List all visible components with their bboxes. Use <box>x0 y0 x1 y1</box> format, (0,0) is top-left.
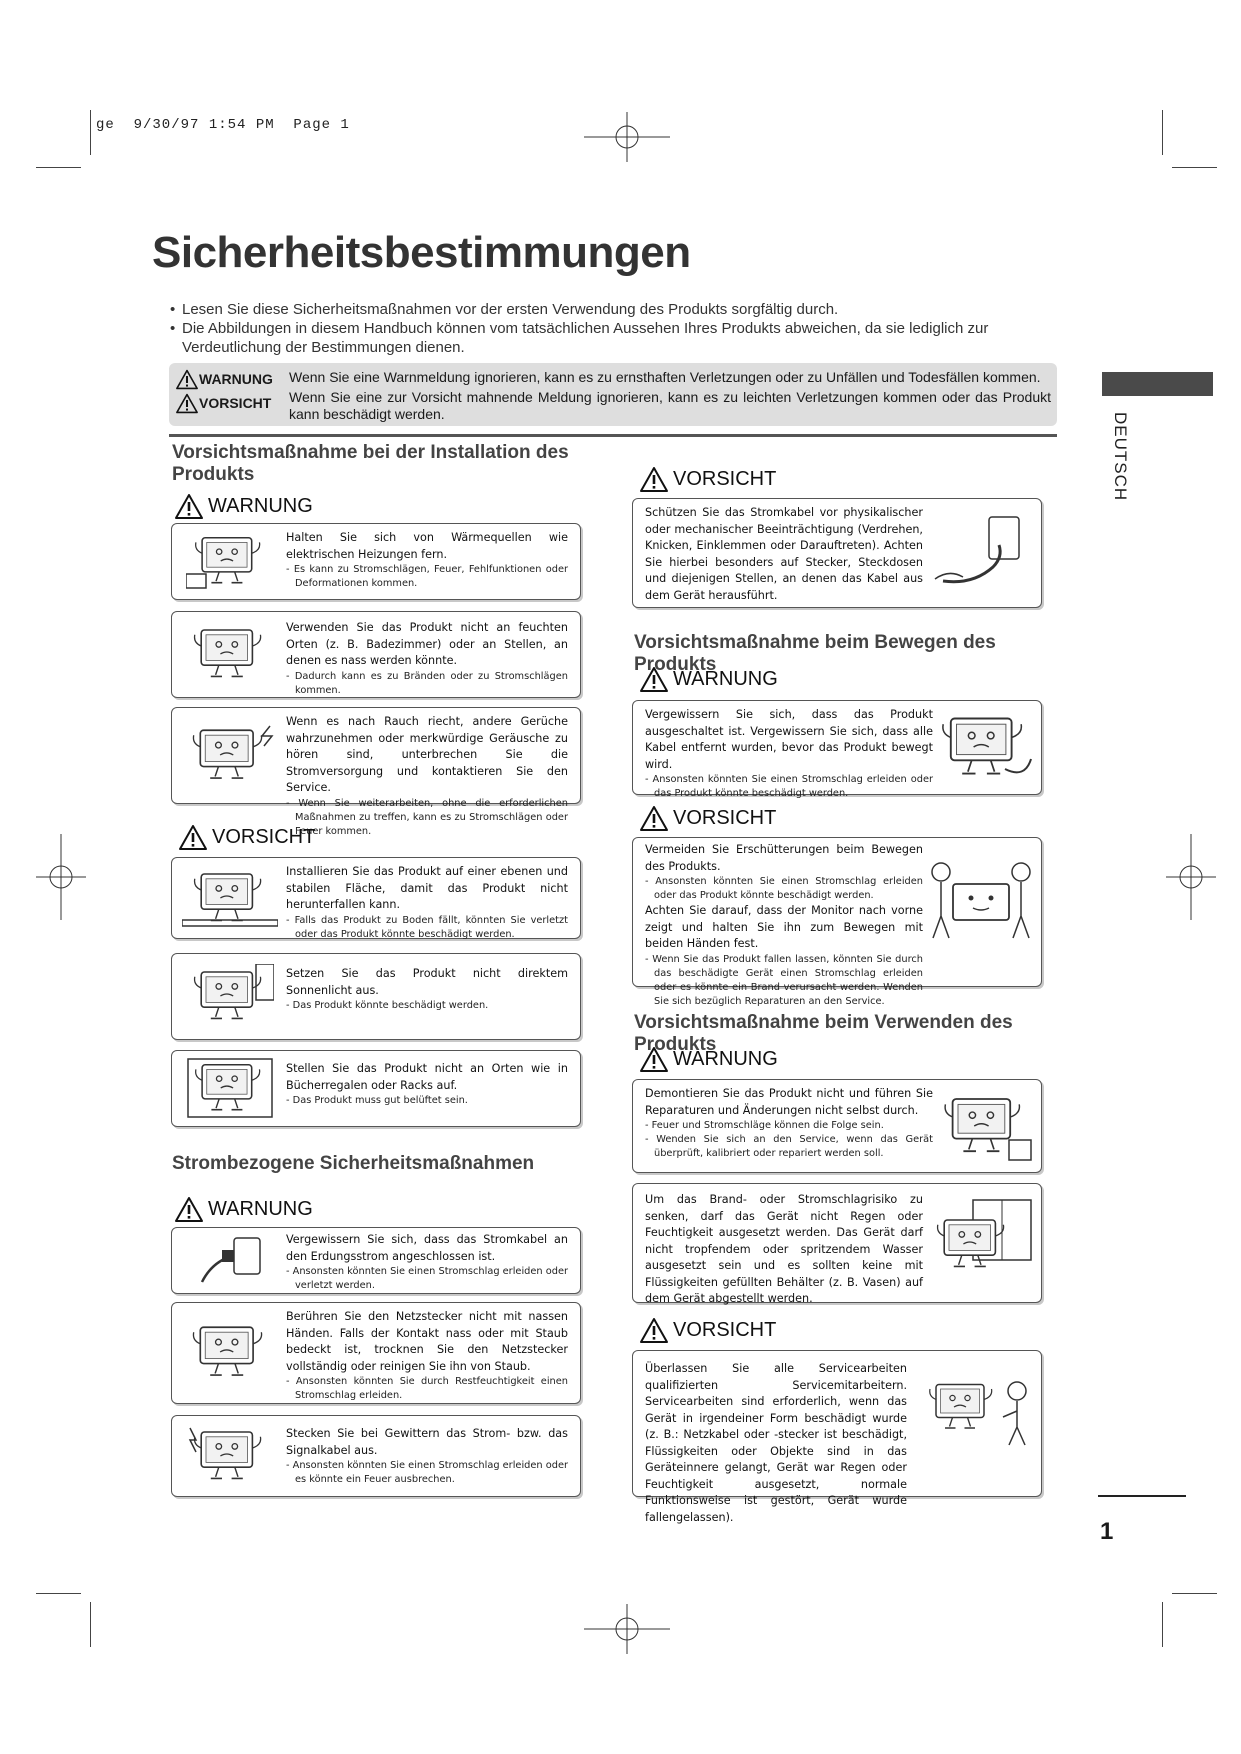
warning-heading: WARNUNG <box>174 493 313 520</box>
tv-thunderstorm-illustration-icon <box>186 1424 274 1488</box>
divider <box>169 434 1057 437</box>
safety-notice-card: Berühren Sie den Netzstecker nicht mit nassen Händen. Falls der Kontakt nass oder mit Staub bedeckt ist, trocknen Sie den Netzstecker vollständig oder reinigen Sie ihn von Staub. - Ansonsten könnten Sie durch Restfeuchtigkeit einen Stromschlag erleiden. <box>171 1302 581 1404</box>
warning-triangle-icon <box>639 466 669 493</box>
warning-heading: WARNUNG <box>639 1046 778 1073</box>
crop-mark <box>1162 1602 1163 1647</box>
safety-notice-card: Überlassen Sie alle Servicearbeiten qualifizierten Servicemitarbeitern. Servicearbeiten sind erforderlich, wenn das Gerät in irgendeiner Form beschädigt wurde (z. B.: Netzkabel oder -stecker ist beschädigt, Flüssigkeiten oder Objekte sind in das Geräteinnere gelangt, Gerät war Regen oder Feuchtigkeit ausgesetzt, normale Funktionsweise ist gestört, Gerät wurde fallengelassen). <box>632 1350 1042 1497</box>
warning-triangle-icon <box>175 393 199 414</box>
intro-item: • Die Abbildungen in diesem Handbuch können vom tatsächlichen Aussehen Ihres Produkts abweichen, da sie lediglich zur Verdeutlichung der Bestimmungen dienen. <box>170 320 989 356</box>
safety-notice-card: Vermeiden Sie Erschütterungen beim Bewegen des Produkts. - Ansonsten könnten Sie einen Stromschlag erleiden oder das Produkt könnte beschädigt werden. Achten Sie darauf, dass der Monitor nach vorne zeigt und halten Sie ihn zum Bewegen mit beiden Händen fest. - Wenn Sie das Produkt fallen lassen, könnten Sie durch das beschädigte Gerät einen Stromschlag erleiden oder es könnte ein Brand verursacht werden. Wenden Sie sich bezüglich Reparaturen an den Service. <box>632 837 1042 987</box>
printer-mark: ge 9/30/97 1:54 PM Page 1 <box>96 117 350 133</box>
caution-heading: VORSICHT <box>639 1317 776 1344</box>
crop-mark <box>36 167 81 168</box>
page-title: Sicherheitsbestimmungen <box>152 228 691 277</box>
crop-mark <box>1172 1593 1217 1594</box>
tv-wet-hands-illustration-icon <box>186 1319 274 1385</box>
tv-on-stand-illustration-icon <box>182 866 278 930</box>
tv-bookshelf-illustration-icon <box>186 1057 274 1119</box>
safety-notice-card: Wenn es nach Rauch riecht, andere Gerüche wahrzunehmen oder merkwürdige Geräusche zu hören sind, unterbrechen Sie die Stromversorgung und kontaktieren Sie den Service. - Wenn Sie weiterarbeiten, ohne die erforderlichen Maßnahmen zu treffen, kann es zu Stromschlägen oder Feuer kommen. <box>171 707 581 804</box>
crop-mark <box>36 1593 81 1594</box>
caution-heading: VORSICHT <box>639 805 776 832</box>
two-people-carrying-tv-illustration-icon <box>929 860 1033 940</box>
safety-notice-card: Verwenden Sie das Produkt nicht an feuchten Orten (z. B. Badezimmer) oder an Stellen, an denen es nass werden könnte. - Dadurch kann es zu Bränden oder zu Stromschlägen kommen. <box>171 611 581 698</box>
tv-water-illustration-icon <box>186 622 274 686</box>
safety-notice-card: Vergewissern Sie sich, dass das Produkt ausgeschaltet ist. Vergewissern Sie sich, dass alle Kabel entfernt wurden, bevor das Produkt bewegt wird. - Ansonsten könnten Sie einen Stromschlag erleiden oder das Produkt könnte beschädigt werden. <box>632 700 1042 795</box>
safety-notice-card: Installieren Sie das Produkt auf einer ebenen und stabilen Fläche, damit das Produkt nicht herunterfallen kann. - Falls das Produkt zu Boden fällt, könnten Sie verletzt oder das Produkt könnte beschädigt werden. <box>171 857 581 939</box>
language-tab-bar <box>1102 372 1213 396</box>
caution-heading: VORSICHT <box>639 466 776 493</box>
registration-mark-right <box>1166 834 1216 920</box>
warning-triangle-icon <box>174 1196 204 1223</box>
registration-mark-bottom <box>584 1604 670 1654</box>
crop-mark <box>90 1602 91 1647</box>
caution-heading: VORSICHT <box>178 824 315 851</box>
legend-vorsicht-label: VORSICHT <box>199 395 272 411</box>
safety-notice-card: Setzen Sie das Produkt nicht direktem Sonnenlicht aus. - Das Produkt könnte beschädigt werden. <box>171 953 581 1040</box>
safety-notice-card: Demontieren Sie das Produkt nicht und führen Sie Reparaturen und Änderungen nicht selbst durch. - Feuer und Stromschläge können die Folge sein. - Wenden Sie sich an den Service, wenn das Gerät überprüft, kalibriert oder repariert werden soll. <box>632 1079 1042 1173</box>
page-number: 1 <box>1100 1518 1114 1545</box>
warning-triangle-icon <box>178 824 208 851</box>
tv-disassembly-illustration-icon <box>937 1090 1033 1162</box>
crop-mark <box>1172 167 1217 168</box>
crop-mark <box>90 110 91 155</box>
legend-warnung-label: WARNUNG <box>199 371 273 387</box>
warning-triangle-icon <box>639 1317 669 1344</box>
tv-smoke-illustration-icon <box>186 722 274 788</box>
cable-damage-illustration-icon <box>933 509 1033 593</box>
language-label: DEUTSCH <box>1111 412 1130 502</box>
safety-notice-card: Vergewissern Sie sich, dass das Stromkabel an den Erdungsstrom angeschlossen ist. - Ansonsten könnten Sie einen Stromschlag erleiden oder verletzt werden. <box>171 1227 581 1294</box>
tv-cables-illustration-icon <box>935 709 1035 785</box>
service-technician-illustration-icon <box>925 1377 1033 1447</box>
legend-vorsicht-text: Wenn Sie eine zur Vorsicht mahnende Meldung ignorieren, kann es zu leichten Verletzungen kommen oder das Produkt kann beschädigt werden. <box>289 389 1051 422</box>
tv-heater-illustration-icon <box>186 530 274 592</box>
warning-triangle-icon <box>639 805 669 832</box>
section-title-power: Strombezogene Sicherheitsmaßnahmen <box>172 1153 535 1174</box>
safety-notice-card: Stellen Sie das Produkt nicht an Orten wie in Bücherregalen oder Racks auf. - Das Produkt muss gut belüftet sein. <box>171 1050 581 1127</box>
warning-triangle-icon <box>175 369 199 390</box>
safety-notice-card: Schützen Sie das Stromkabel vor physikalischer oder mechanischer Beeinträchtigung (Verdrehen, Knicken, Einklemmen oder Darauftreten). Achten Sie hierbei besonders auf Stecker, Steckdosen und diejenigen Stellen, an denen das Kabel aus dem Gerät herausführt. <box>632 498 1042 608</box>
page-number-rule <box>1098 1495 1186 1497</box>
legend-warnung-text: Wenn Sie eine Warnmeldung ignorieren, kann es zu ernsthaften Verletzungen oder zu Unfällen und Todesfällen kommen. <box>289 369 1041 385</box>
safety-notice-card: Stecken Sie bei Gewittern das Strom- bzw. das Signalkabel aus. - Ansonsten könnten Sie einen Stromschlag erleiden oder es könnte ein Feuer ausbrechen. <box>171 1415 581 1497</box>
warning-heading: WARNUNG <box>174 1196 313 1223</box>
warning-triangle-icon <box>639 666 669 693</box>
safety-notice-card: Halten Sie sich von Wärmequellen wie elektrischen Heizungen fern. - Es kann zu Stromschlägen, Feuer, Fehlfunktionen oder Deformationen kommen. <box>171 523 581 600</box>
intro-list <box>172 300 1042 357</box>
registration-mark-left <box>36 834 86 920</box>
crop-mark <box>1162 110 1163 155</box>
registration-mark-top <box>584 112 670 162</box>
tv-rain-illustration-icon <box>933 1198 1033 1282</box>
warning-triangle-icon <box>174 493 204 520</box>
plug-socket-illustration-icon <box>192 1232 268 1288</box>
safety-notice-card: Um das Brand- oder Stromschlagrisiko zu senken, darf das Gerät nicht Regen oder Feuchtigkeit ausgesetzt werden. Das Gerät darf nicht tropfendem oder spritzendem Wasser ausgesetzt sein und es sollten keine mit Flüssigkeiten gefüllten Behälter (z. B. Vasen) auf dem Gerät abgestellt werden. <box>632 1183 1042 1303</box>
intro-item: • Lesen Sie diese Sicherheitsmaßnahmen vor der ersten Verwendung des Produkts sorgfältig durch. <box>170 301 839 318</box>
section-title-installation: Vorsichtsmaßnahme bei der Installation des Produkts <box>172 442 569 485</box>
legend-box <box>169 363 1057 426</box>
tv-sunlight-illustration-icon <box>186 964 274 1028</box>
warning-triangle-icon <box>639 1046 669 1073</box>
section-title-moving: Vorsichtsmaßnahme beim Bewegen des Produkts <box>634 632 996 675</box>
section-title-using: Vorsichtsmaßnahme beim Verwenden des Produkts <box>634 1012 1013 1055</box>
warning-heading: WARNUNG <box>639 666 778 693</box>
